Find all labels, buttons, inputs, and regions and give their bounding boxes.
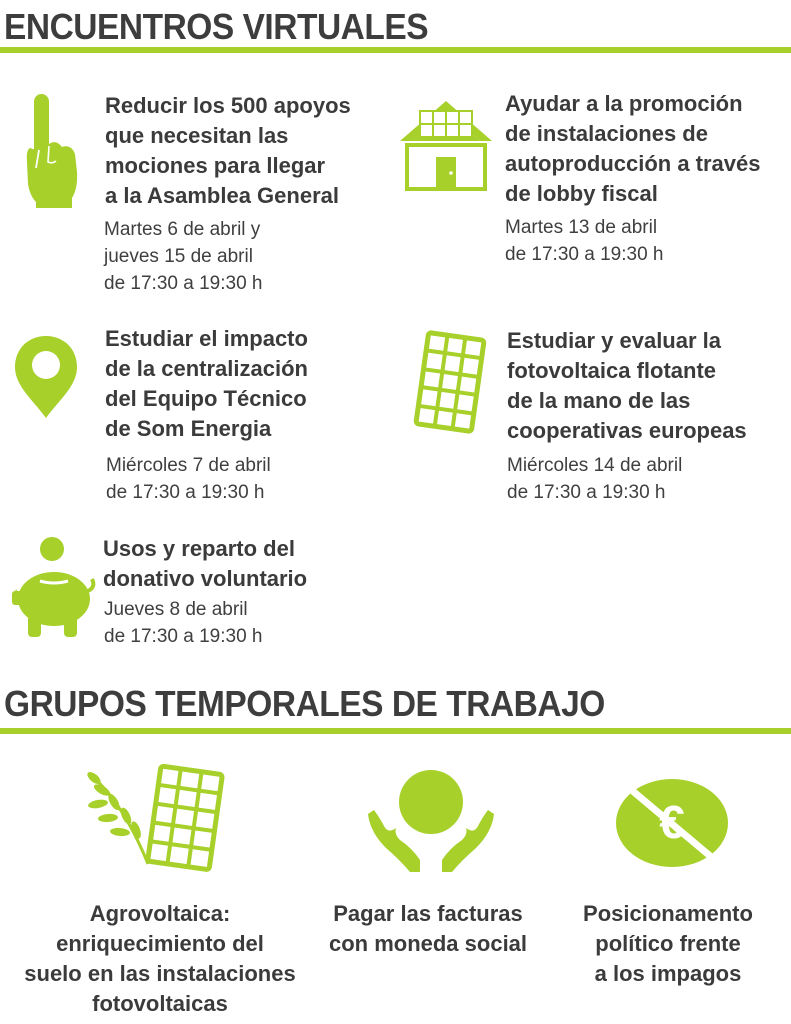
- svg-text:€: €: [659, 796, 685, 848]
- event-title: Reducir los 500 apoyos que necesitan las mociones para llegar a la Asamblea General: [105, 93, 351, 208]
- event-date: Martes 6 de abril y jueves 15 de abril de 17:30 a 19:30 h: [104, 219, 263, 294]
- event-date: Martes 13 de abril de 17:30 a 19:30 h: [505, 217, 664, 265]
- group-title: Agrovoltaica: enriquecimiento del suelo en las instalaciones fotovoltaicas: [24, 901, 296, 1016]
- raised-finger-icon: [22, 92, 82, 210]
- location-pin-icon: [13, 334, 79, 420]
- section-divider: [0, 47, 791, 53]
- wheat-solar-panel-icon: [84, 764, 226, 874]
- solar-panel-icon: [408, 330, 492, 434]
- event-title: Estudiar el impacto de la centralización del Equipo Técnico de Som Energia: [105, 326, 308, 441]
- piggy-bank-icon: [10, 535, 96, 641]
- section-divider: [0, 728, 791, 734]
- event-date: Miércoles 14 de abril de 17:30 a 19:30 h: [507, 455, 683, 503]
- event-title: Ayudar a la promoción de instalaciones de autoproducción a través de lobby fiscal: [505, 91, 761, 206]
- event-date: Jueves 8 de abril de 17:30 a 19:30 h: [104, 599, 263, 647]
- section-title-grupos: GRUPOS TEMPORALES DE TRABAJO: [4, 683, 605, 724]
- group-title: Pagar las facturas con moneda social: [328, 901, 528, 956]
- hands-sun-icon: [366, 768, 496, 876]
- event-title: Estudiar y evaluar la fotovoltaica flotante de la mano de las cooperativas europeas: [507, 328, 747, 443]
- group-title: Posicionamento político frente a los impagos: [583, 901, 753, 986]
- section-title-encuentros: ENCUENTROS VIRTUALES: [4, 6, 429, 47]
- event-title: Usos y reparto del donativo voluntario: [103, 536, 308, 591]
- solar-roof-house-icon: [398, 97, 494, 193]
- event-date: Miércoles 7 de abril de 17:30 a 19:30 h: [106, 455, 271, 503]
- no-euro-icon: [612, 776, 732, 870]
